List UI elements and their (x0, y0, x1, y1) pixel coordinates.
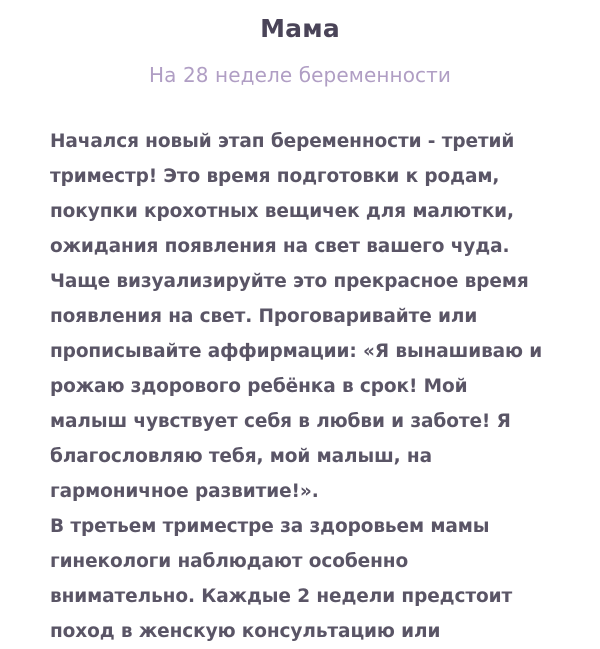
page-title: Мама (260, 14, 340, 43)
article-paragraph: В третьем триместре за здоровьем мамы гинекологи наблюдают особенно внимательно. Каждые 2 недели предстоит поход в женскую консультацию или (50, 516, 513, 642)
page-subtitle: На 28 неделе беременности (149, 63, 451, 87)
article-body (0, 87, 600, 649)
article-paragraph: Начался новый этап беременности - третий триместр! Это время подготовки к родам, покупки крохотных вещичек для малютки, ожидания появления на свет вашего чуда. Чаще визуализируйте это прекрасное время появления на свет. Проговаривайте или прописывайте аффирмации: «Я вынашиваю и рожаю здорового ребёнка в срок! Мой малыш чувствует себя в любви и заботе! Я благословляю тебя, мой малыш, на гармоничное развитие!». (50, 131, 543, 502)
